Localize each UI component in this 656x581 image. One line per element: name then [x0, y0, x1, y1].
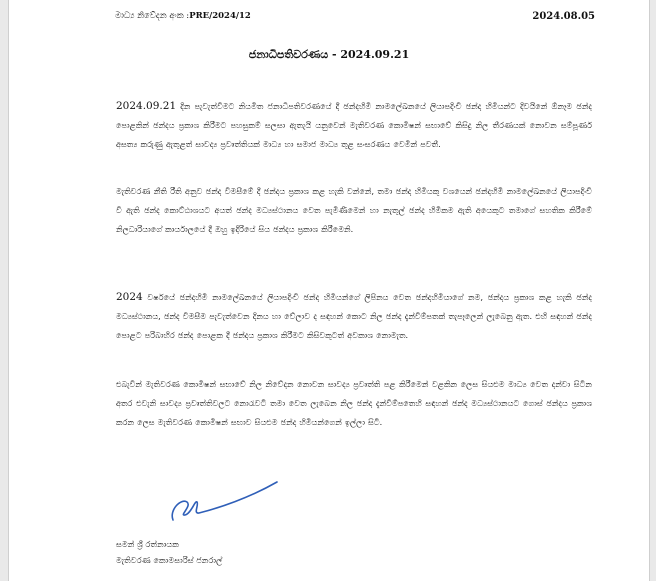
- paragraph-3-lead: 2024: [116, 291, 143, 303]
- document-header: [115, 11, 595, 25]
- reference-label: මාධ්‍ය නිවේදන අංක :: [115, 11, 190, 21]
- paragraph-4: [116, 375, 592, 432]
- reference-number: PRE/2024/12: [189, 11, 251, 21]
- signatory-designation: මැතිවරණ කොමසාරිස් ජනරාල්: [116, 555, 223, 565]
- paragraph-3: [116, 288, 592, 345]
- signature-stroke: [172, 482, 277, 520]
- signatory-name: සමන් ශ්‍රී රත්නායක: [116, 539, 179, 549]
- handwritten-signature: [159, 480, 279, 525]
- paragraph-4-text: එබැවින් මැතිවරණ කොමිෂන් සභාවේ නිල නිවේදන නොවන සාවද්‍ය ප්‍රවෘත්ති පළ කිරීමෙන් වළකින ලෙස සියළුම මාධ්‍ය වෙත දන්වා සිටින අතර එවැනි සාවද්‍ය ප්‍රවෘත්තිවලට නොරැවටී තමා වෙත ලැබෙන නිල ඡන්ද දැන්වීම්පතෙහි සඳහන් ඡන්ද මධ්‍යස්ථානයට ගොස් ඡන්දය ප්‍රකාශ කරන ලෙස මැතිවරණ කොමිෂන් සභාව සියළුම ඡන්ද හිමියන්ගෙන් ඉල්ලා සිටී.: [116, 379, 592, 428]
- paragraph-1-text: දින පැවැත්වීමට නියමිත ජනාධිපතිවරණයේ දී ඡන්දහිමි නාමලේඛනයේ ලියාපදිංචි ඡන්ද හිමියන්ට දිවයිනේ ඕනෑම ඡන්ද පොළකින් ඡන්දය ප්‍රකාශ කිරීමට පහසුකම් සලසා ඇතැයි යනුවෙන් මැතිවරණ කොමිෂන් සභාවේ කිසිදු නිල තීරණයක් නොවන සම්පූර්ණ අසත්‍ය කරුණු ඇතුළත් සාවද්‍ය ප්‍රවෘත්තියක් මාධ්‍ය හා සමාජ මාධ්‍ය තුළ සංසරණය වෙමින් පවතී.: [116, 101, 592, 150]
- paragraph-1-lead: 2024.09.21: [116, 100, 177, 112]
- document-title: ජනාධිපතිවරණය - 2024.09.21: [248, 48, 410, 61]
- media-release-reference: [115, 11, 251, 21]
- release-date: 2024.08.05: [532, 11, 595, 22]
- paragraph-3-text: වර්ෂයේ ඡන්දහිමි නාමලේඛනයේ ලියාපදිංචි ඡන්ද හිමියන්ගේ ලිපිනය වෙත ඡන්දහිමියාගේ නම, ඡන්දය ප්‍රකාශ කළ හැකි ඡන්ද මධ්‍යස්ථානය, ඡන්ද විමසීම පැවැත්වෙන දිනය හා වේලාව ද සඳහන් කොට නිල ඡන්ද දැන්වීම්පතක් තැපෑලෙන් ලැබෙනු ඇත. එහි සඳහන් ඡන්ද පොළට පරිබාහිර ඡන්ද පොළක දී ඡන්දය ප්‍රකාශ කිරීමට කිසිවකුටත් අවකාශ නොමැත.: [116, 292, 592, 341]
- document-page: [8, 0, 650, 581]
- signatory-block: [116, 536, 222, 568]
- paragraph-2-text: මැතිවරණ නීති රීති අනුව ඡන්ද විමසීමේ දී ඡන්දය ප්‍රකාශ කළ හැකි වන්නේ, තමා ඡන්ද හිමියකු වශයෙන් ඡන්දහිමි නාමලේඛනයේ ලියාපදිංචි වී ඇති ඡන්ද කොට්ඨාශයට අයත් ඡන්ද මධ්‍යස්ථානය වෙත පැමිණීමෙන් හා නැතුල් ඡන්ද හිමිකම ඇති අයෙකුට තමාගේ සහතික කිරීමේ නිලධාරියාගේ කාර්යාලයේ දී ඔහු ඉදිරියේ සිය ඡන්දය ප්‍රකාශ කිරීමෙනි.: [116, 186, 592, 235]
- paragraph-1: [116, 97, 592, 154]
- paragraph-2: [116, 182, 592, 239]
